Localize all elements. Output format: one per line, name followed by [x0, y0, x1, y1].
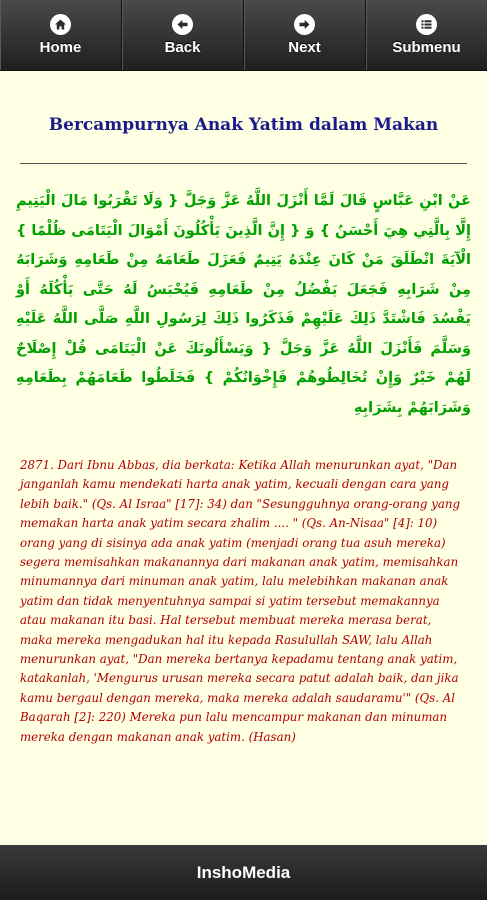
home-button[interactable]: [0, 0, 122, 70]
home-icon: [50, 14, 71, 35]
footer-brand: InshoMedia: [196, 862, 291, 882]
next-label: Next: [288, 39, 321, 56]
submenu-button[interactable]: [366, 0, 487, 70]
article-content: [0, 71, 487, 845]
next-button[interactable]: [244, 0, 366, 70]
back-label: Back: [164, 39, 201, 56]
submenu-label: Submenu: [392, 39, 461, 56]
list-icon: [416, 14, 437, 35]
footer-bar: [0, 845, 487, 900]
top-navigation-bar: [0, 0, 487, 71]
arrow-left-icon: [172, 14, 193, 35]
home-label: Home: [39, 39, 82, 56]
arabic-hadith-text: عَنْ ابْنِ عَبَّاسٍ قَالَ لَمَّا أَنْزَلَ اللَّهُ عَزَّ وَجَلَّ { وَلَا تَقْرَبُوا مَالَ الْيَتِيمِ إِلَّا بِالَّتِي هِيَ أَحْسَنُ } وَ { إِنَّ الَّذِينَ يَأْكُلُونَ أَمْوَالَ الْيَتَامَى ظُلْمًا } الْآيَةَ انْطَلَقَ مَنْ كَانَ عِنْدَهُ يَتِيمٌ فَعَزَلَ طَعَامَهُ مِنْ طَعَامِهِ وَشَرَابَهُ مِنْ شَرَابِهِ فَجَعَلَ يَفْضُلُ مِنْ طَعَامِهِ فَيُحْبَسُ لَهُ حَتَّى يَأْكُلَهُ أَوْ يَفْسُدَ فَاشْتَدَّ ذَلِكَ عَلَيْهِمْ فَذَكَرُوا ذَلِكَ لِرَسُولِ اللَّهِ صَلَّى اللَّهُ عَلَيْهِ وَسَلَّمَ فَأَنْزَلَ اللَّهُ عَزَّ وَجَلَّ { وَيَسْأَلُونَكَ عَنْ الْيَتَامَى قُلْ إِصْلَاحٌ لَهُمْ خَيْرٌ وَإِنْ تُخَالِطُوهُمْ فَإِخْوَانُكُمْ } فَخَلَطُوا طَعَامَهُمْ بِطَعَامِهِ وَشَرَابَهُمْ بِشَرَابِهِ: [16, 193, 471, 416]
back-button[interactable]: [122, 0, 244, 70]
arrow-right-icon: [294, 14, 315, 35]
translation-text: 2871. Dari Ibnu Abbas, dia berkata: Ketika Allah menurunkan ayat, "Dan janganlah kamu mendekati harta anak yatim, kecuali dengan cara yang lebih baik." (Qs. Al Israa" [17]: 34) dan "Sesungguhnya orang-orang yang memakan harta anak yatim secara zhalim .... " (Qs. An-Nisaa" [4]: 10) orang yang di sisinya ada anak yatim (menjadi orang tua asuh mereka) segera memisahkan makanannya dari makanan anak yatim, memisahkan minumannya dari minuman anak yatim, lalu melebihkan makanan anak yatim dan tidak menyentuhnya sampai si yatim tersebut memakannya atau makanan itu basi. Hal tersebut membuat mereka merasa berat, maka mereka mengadukan hal itu kepada Rasulullah SAW, lalu Allah menurunkan ayat, "Dan mereka bertanya kepadamu tentang anak yatim, katakanlah, 'Mengurus urusan mereka secara patut adalah baik, dan jika kamu bergaul dengan mereka, maka mereka adalah saudaramu'" (Qs. Al Baqarah [2]: 220) Mereka pun lalu mencampur makanan dan minuman mereka dengan makanan anak yatim. (Hasan): [20, 458, 461, 744]
article-title: Bercampurnya Anak Yatim dalam Makan: [48, 115, 439, 135]
title-divider: [20, 163, 467, 164]
